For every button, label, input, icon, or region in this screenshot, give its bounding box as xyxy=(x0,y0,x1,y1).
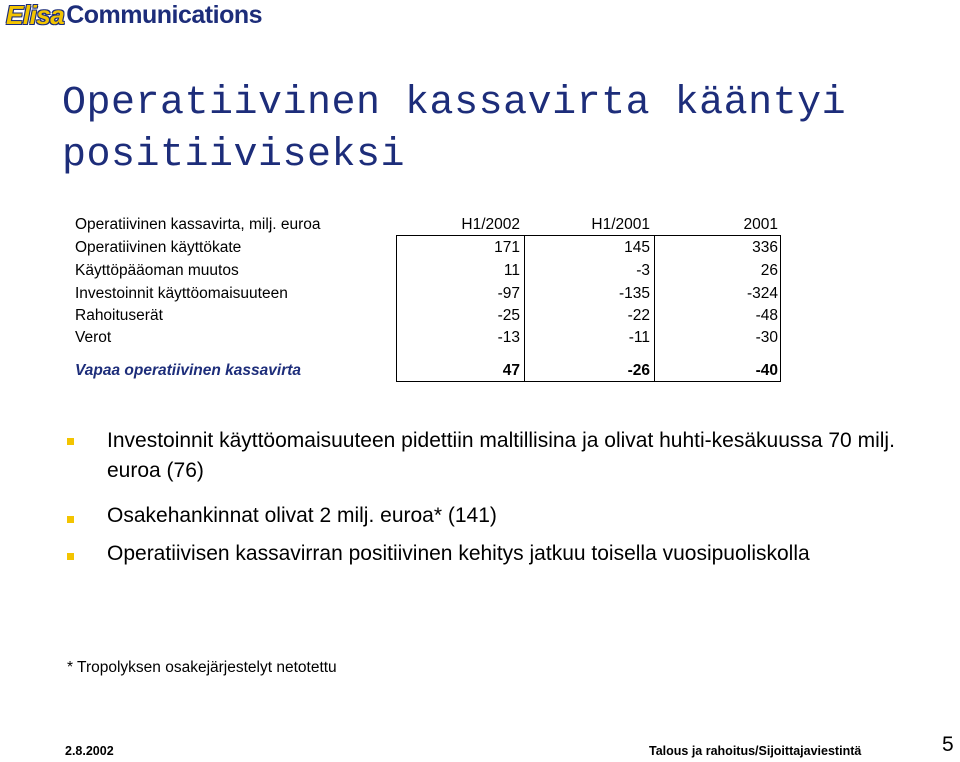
footer-date: 2.8.2002 xyxy=(65,744,114,758)
bullet-icon xyxy=(67,553,74,560)
row-value: 26 xyxy=(760,262,778,279)
total-value: -40 xyxy=(755,362,778,379)
column-header: H1/2001 xyxy=(591,216,650,233)
footnote: * Tropolyksen osakejärjestelyt netotettu xyxy=(67,659,337,676)
slide-title: Operatiivinen kassavirta kääntyi positiiviseksi xyxy=(62,81,847,178)
bullet-icon xyxy=(67,516,74,523)
row-value: -25 xyxy=(497,307,520,324)
column-divider xyxy=(654,235,655,382)
table-border-top xyxy=(396,235,781,236)
table-border-right xyxy=(780,235,781,382)
row-label: Käyttöpääoman muutos xyxy=(75,262,239,279)
row-value: -30 xyxy=(755,329,778,346)
table-border-bottom xyxy=(396,381,781,382)
row-value: 336 xyxy=(752,239,778,256)
logo-elisa-text: Elisa xyxy=(6,0,65,30)
row-value: 171 xyxy=(494,239,520,256)
footer-department: Talous ja rahoitus/Sijoittajaviestintä xyxy=(649,744,862,758)
total-value: 47 xyxy=(502,362,520,379)
row-value: -48 xyxy=(755,307,778,324)
row-label: Investoinnit käyttöomaisuuteen xyxy=(75,285,288,302)
total-value: -26 xyxy=(627,362,650,379)
row-value: -324 xyxy=(746,285,778,302)
row-value: -13 xyxy=(497,329,520,346)
row-value: 145 xyxy=(624,239,650,256)
row-label: Operatiivinen käyttökate xyxy=(75,239,242,256)
row-value: -22 xyxy=(627,307,650,324)
table-header-label: Operatiivinen kassavirta, milj. euroa xyxy=(75,216,321,233)
bullet-text: Operatiivisen kassavirran positiivinen kehitys jatkuu toisella vuosipuoliskolla xyxy=(107,542,810,565)
total-label: Vapaa operatiivinen kassavirta xyxy=(75,362,302,379)
row-value: -11 xyxy=(628,329,650,346)
row-value: -97 xyxy=(497,285,520,302)
bullet-icon xyxy=(67,438,74,445)
row-value: -135 xyxy=(618,285,650,302)
table-border-left xyxy=(396,235,397,382)
row-label: Rahoituserät xyxy=(75,307,163,324)
bullet-text: Osakehankinnat olivat 2 milj. euroa* (141) xyxy=(107,504,497,527)
row-value: 11 xyxy=(503,262,520,279)
column-divider xyxy=(524,235,525,382)
column-header: 2001 xyxy=(743,216,778,233)
page-number: 5 xyxy=(942,733,954,756)
row-label: Verot xyxy=(75,329,112,346)
logo-communications-text: Communications xyxy=(66,0,263,29)
column-header: H1/2002 xyxy=(461,216,520,233)
bullet-text: Investoinnit käyttöomaisuuteen pidettiin maltillisina ja olivat huhti-kesäkuussa 70 milj. euroa (76) xyxy=(107,429,895,482)
row-value: -3 xyxy=(636,262,650,279)
